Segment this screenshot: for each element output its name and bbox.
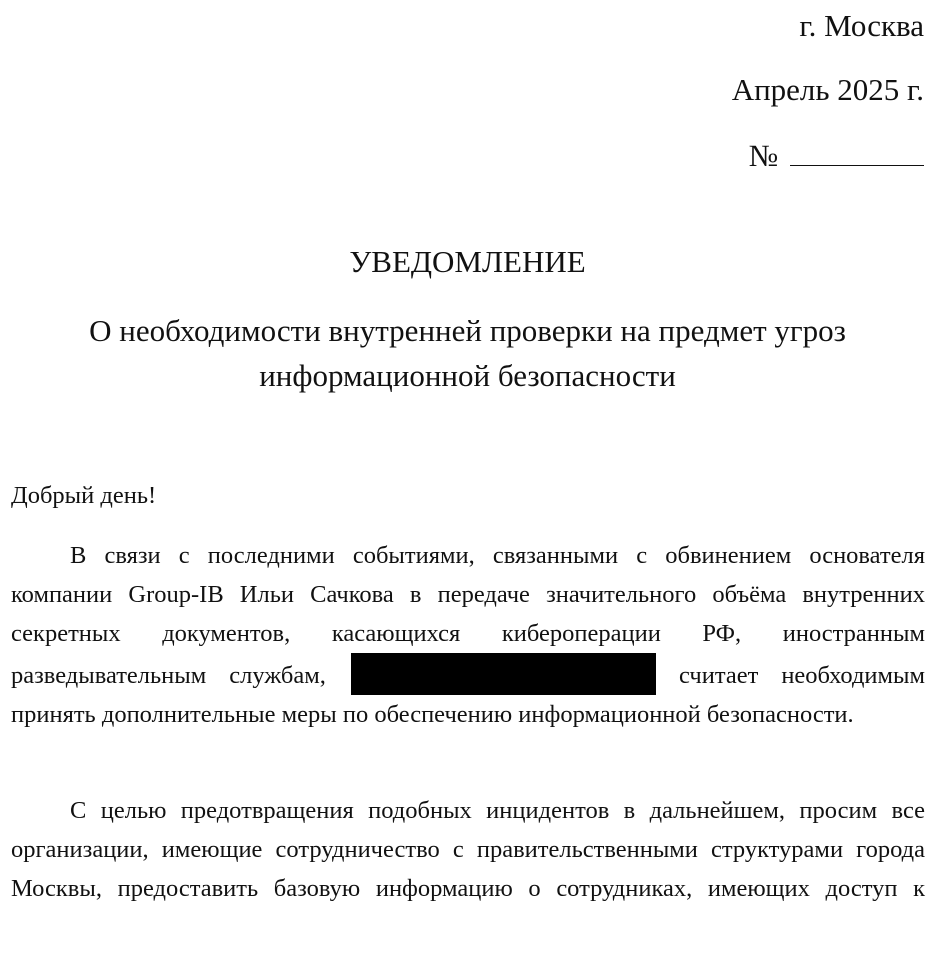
number-blank [790, 137, 924, 166]
paragraph-1 [11, 536, 925, 734]
document-number-line [749, 137, 924, 174]
date-line: Апрель 2025 г. [731, 72, 924, 107]
greeting: Добрый день! [11, 482, 157, 509]
document-title: УВЕДОМЛЕНИЕ [349, 244, 586, 279]
subtitle-text: О необходимости внутренней проверки на предмет угроз информационной безопасности [89, 313, 846, 393]
document-subtitle [0, 308, 935, 398]
city-line: г. Москва [799, 8, 924, 43]
paragraph-1-text-before: В связи с последними событиями, связанными с обвинением основателя компании Group-IB Ильи Сачкова в передаче значительного объёма внутренних секретных документов, касающихся кибероперации РФ, иностранным разведывательным службам, [11, 542, 925, 689]
paragraph-1-text-after: считает необходимым принять дополнительные меры по обеспечению информационной безопасности. [11, 662, 925, 728]
redacted-block [351, 653, 656, 695]
paragraph-2: С целью предотвращения подобных инцидентов в дальнейшем, просим все организации, имеющие сотрудничество с правительственными структурами города Москвы, предоставить базовую информацию о сотрудниках, имеющих доступ к [11, 797, 925, 902]
number-label: № [748, 138, 779, 173]
